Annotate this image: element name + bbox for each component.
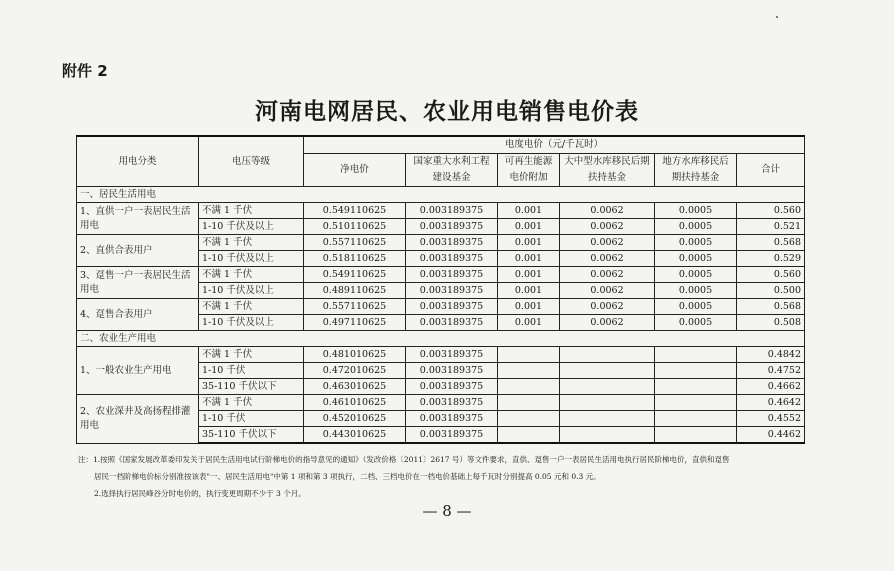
- cell-net-price: 0.463010625: [304, 379, 406, 395]
- cell-reservoir-large: 0.0062: [560, 251, 655, 267]
- category-cell: 1、直供一户一表居民生活用电: [77, 203, 199, 235]
- cell-renewable: [498, 363, 560, 379]
- cell-total: 0.568: [737, 235, 805, 251]
- cell-total: 0.560: [737, 267, 805, 283]
- cell-reservoir-local: 0.0005: [655, 267, 737, 283]
- header-net-price: 净电价: [304, 154, 406, 187]
- cell-voltage: 1-10 千伏: [199, 363, 304, 379]
- footnotes: [78, 451, 838, 502]
- cell-total: 0.4462: [737, 427, 805, 444]
- table-row: [77, 299, 805, 315]
- cell-water-fund: 0.003189375: [406, 411, 498, 427]
- header-category: 用电分类: [77, 136, 199, 187]
- cell-net-price: 0.461010625: [304, 395, 406, 411]
- cell-voltage: 1-10 千伏及以上: [199, 251, 304, 267]
- cell-reservoir-local: [655, 411, 737, 427]
- cell-total: 0.4662: [737, 379, 805, 395]
- cell-renewable: 0.001: [498, 235, 560, 251]
- table-row: [77, 347, 805, 363]
- cell-net-price: 0.549110625: [304, 203, 406, 219]
- cell-renewable: 0.001: [498, 203, 560, 219]
- section-title: 一、居民生活用电: [77, 187, 805, 203]
- cell-water-fund: 0.003189375: [406, 315, 498, 331]
- cell-water-fund: 0.003189375: [406, 363, 498, 379]
- cell-net-price: 0.481010625: [304, 347, 406, 363]
- cell-reservoir-local: 0.0005: [655, 251, 737, 267]
- cell-reservoir-large: 0.0062: [560, 235, 655, 251]
- table-row: [77, 203, 805, 219]
- cell-voltage: 不满 1 千伏: [199, 347, 304, 363]
- footnote-1a: 注：1.按照《国家发展改革委印发关于居民生活用电试行阶梯电价的指导意见的通知》（发改价格〔2011〕2617 号）等文件要求，直供、趸售一户一表居民生活用电执行居民阶梯电价，直供和趸售: [78, 455, 730, 464]
- cell-reservoir-local: 0.0005: [655, 299, 737, 315]
- cell-voltage: 1-10 千伏及以上: [199, 219, 304, 235]
- cell-voltage: 不满 1 千伏: [199, 235, 304, 251]
- header-renewable: 可再生能源电价附加: [498, 154, 560, 187]
- cell-voltage: 不满 1 千伏: [199, 267, 304, 283]
- category-cell: 4、趸售合表用户: [77, 299, 199, 331]
- cell-reservoir-large: 0.0062: [560, 203, 655, 219]
- category-cell: 1、一般农业生产用电: [77, 347, 199, 395]
- cell-reservoir-local: [655, 379, 737, 395]
- category-cell: 2、农业深井及高扬程排灌用电: [77, 395, 199, 444]
- cell-renewable: 0.001: [498, 315, 560, 331]
- cell-voltage: 1-10 千伏: [199, 411, 304, 427]
- page-number: — 8 —: [422, 502, 472, 520]
- cell-reservoir-local: [655, 347, 737, 363]
- cell-renewable: 0.001: [498, 267, 560, 283]
- cell-total: 0.529: [737, 251, 805, 267]
- table-row: [77, 267, 805, 283]
- price-table-body: [77, 187, 805, 444]
- cell-reservoir-large: 0.0062: [560, 299, 655, 315]
- cell-reservoir-local: [655, 363, 737, 379]
- cell-net-price: 0.452010625: [304, 411, 406, 427]
- cell-reservoir-large: [560, 363, 655, 379]
- cell-water-fund: 0.003189375: [406, 427, 498, 444]
- section-row: [77, 187, 805, 203]
- cell-renewable: [498, 347, 560, 363]
- cell-reservoir-local: 0.0005: [655, 235, 737, 251]
- cell-water-fund: 0.003189375: [406, 379, 498, 395]
- cell-reservoir-local: [655, 395, 737, 411]
- cell-reservoir-large: [560, 395, 655, 411]
- header-water-fund: 国家重大水利工程建设基金: [406, 154, 498, 187]
- cell-total: 0.4552: [737, 411, 805, 427]
- cell-total: 0.560: [737, 203, 805, 219]
- cell-total: 0.521: [737, 219, 805, 235]
- cell-net-price: 0.557110625: [304, 299, 406, 315]
- cell-voltage: 35-110 千伏以下: [199, 427, 304, 444]
- cell-net-price: 0.557110625: [304, 235, 406, 251]
- cell-net-price: 0.549110625: [304, 267, 406, 283]
- category-cell: 2、直供合表用户: [77, 235, 199, 267]
- cell-renewable: [498, 379, 560, 395]
- table-row: [77, 235, 805, 251]
- cell-water-fund: 0.003189375: [406, 347, 498, 363]
- cell-total: 0.4642: [737, 395, 805, 411]
- cell-reservoir-local: 0.0005: [655, 219, 737, 235]
- cell-total: 0.4842: [737, 347, 805, 363]
- cell-reservoir-local: 0.0005: [655, 315, 737, 331]
- cell-water-fund: 0.003189375: [406, 203, 498, 219]
- cell-net-price: 0.489110625: [304, 283, 406, 299]
- cell-water-fund: 0.003189375: [406, 395, 498, 411]
- page-title: 河南电网居民、农业用电销售电价表: [255, 99, 639, 125]
- attachment-label: 附件 2: [62, 62, 108, 80]
- category-cell: 3、趸售一户一表居民生活用电: [77, 267, 199, 299]
- cell-reservoir-large: [560, 379, 655, 395]
- section-title: 二、农业生产用电: [77, 331, 805, 347]
- cell-reservoir-large: 0.0062: [560, 283, 655, 299]
- cell-voltage: 不满 1 千伏: [199, 395, 304, 411]
- cell-reservoir-local: 0.0005: [655, 203, 737, 219]
- cell-total: 0.568: [737, 299, 805, 315]
- cell-water-fund: 0.003189375: [406, 251, 498, 267]
- cell-renewable: 0.001: [498, 251, 560, 267]
- cell-reservoir-local: [655, 427, 737, 444]
- cell-renewable: [498, 395, 560, 411]
- cell-net-price: 0.472010625: [304, 363, 406, 379]
- footnote-1b: 居民一档阶梯电价标分别准按该表"一、居民生活用电"中第 1 项和第 3 项执行，二档、三档电价在一档电价基础上每千瓦时分别提高 0.05 元和 0.3 元。: [94, 472, 601, 481]
- cell-reservoir-large: [560, 411, 655, 427]
- cell-reservoir-large: 0.0062: [560, 219, 655, 235]
- cell-voltage: 不满 1 千伏: [199, 203, 304, 219]
- cell-water-fund: 0.003189375: [406, 299, 498, 315]
- footnote-2: 2.选择执行居民峰谷分时电价的，执行变更周期不少于 3 个月。: [94, 489, 306, 498]
- cell-total: 0.4752: [737, 363, 805, 379]
- cell-reservoir-large: 0.0062: [560, 315, 655, 331]
- cell-net-price: 0.443010625: [304, 427, 406, 444]
- cell-water-fund: 0.003189375: [406, 267, 498, 283]
- cell-water-fund: 0.003189375: [406, 219, 498, 235]
- cell-reservoir-large: [560, 347, 655, 363]
- cell-net-price: 0.497110625: [304, 315, 406, 331]
- price-table: [76, 135, 805, 444]
- cell-voltage: 1-10 千伏及以上: [199, 315, 304, 331]
- cell-total: 0.508: [737, 315, 805, 331]
- cell-total: 0.500: [737, 283, 805, 299]
- cell-voltage: 1-10 千伏及以上: [199, 283, 304, 299]
- cell-renewable: 0.001: [498, 299, 560, 315]
- header-total: 合计: [737, 154, 805, 187]
- cell-voltage: 不满 1 千伏: [199, 299, 304, 315]
- cell-reservoir-large: [560, 427, 655, 444]
- cell-reservoir-large: 0.0062: [560, 267, 655, 283]
- cell-reservoir-local: 0.0005: [655, 283, 737, 299]
- cell-renewable: 0.001: [498, 283, 560, 299]
- cell-renewable: 0.001: [498, 219, 560, 235]
- section-row: [77, 331, 805, 347]
- cell-voltage: 35-110 千伏以下: [199, 379, 304, 395]
- cell-renewable: [498, 427, 560, 444]
- cell-water-fund: 0.003189375: [406, 235, 498, 251]
- header-voltage: 电压等级: [199, 136, 304, 187]
- scan-speck: [776, 16, 778, 18]
- header-reservoir-large: 大中型水库移民后期扶持基金: [560, 154, 655, 187]
- cell-renewable: [498, 411, 560, 427]
- cell-net-price: 0.518110625: [304, 251, 406, 267]
- header-price-group: 电度电价（元/千瓦时）: [304, 136, 805, 154]
- cell-water-fund: 0.003189375: [406, 283, 498, 299]
- cell-net-price: 0.510110625: [304, 219, 406, 235]
- table-row: [77, 395, 805, 411]
- header-reservoir-local: 地方水库移民后期扶持基金: [655, 154, 737, 187]
